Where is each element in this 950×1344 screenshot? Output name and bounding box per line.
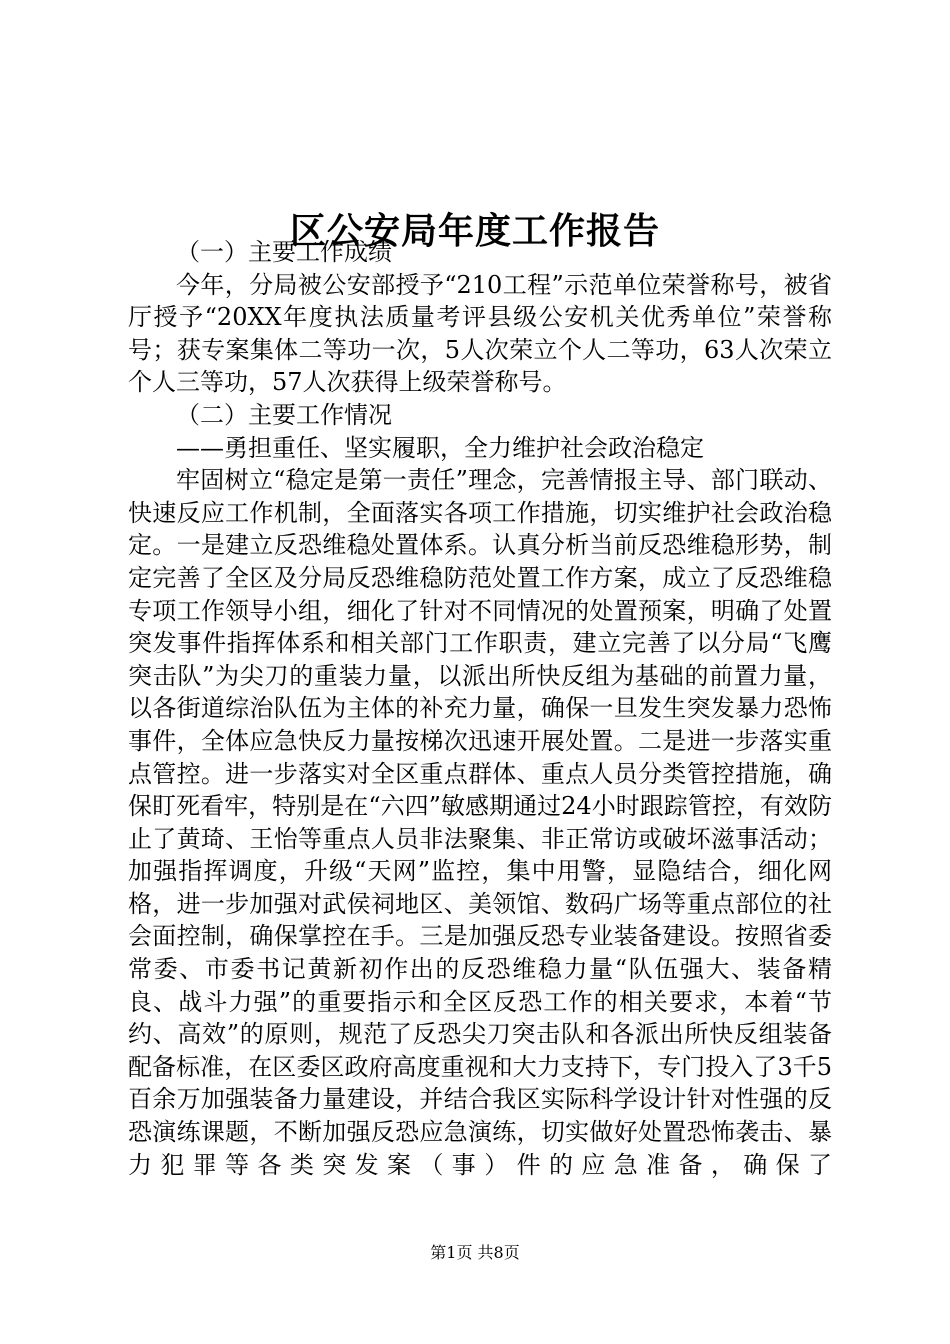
paragraph-stability: 牢固树立“稳定是第一责任”理念，完善情报主导、部门联动、快速反应工作机制，全面落实各项工作措施，切实维护社会政治稳定。一是建立反恐维稳处置体系。认真分析当前反恐维稳形势，制定完善了全区及分局反恐维稳防范处置工作方案，成立了反恐维稳专项工作领导小组，细化了针对不同情况的处置预案，明确了处置突发事件指挥体系和相关部门工作职责，建立完善了以分局“飞鹰突击队”为尖刀的重装力量，以派出所快反组为基础的前置力量，以各街道综治队伍为主体的补充力量，确保一旦发生突发暴力恐怖事件，全体应急快反力量按梯次迅速开展处置。二是进一步落实重点管控。进一步落实对全区重点群体、重点人员分类管控措施，确保盯死看牢，特别是在“六四”敏感期通过24小时跟踪管控，有效防止了黄琦、王怡等重点人员非法聚集、非正常访或破坏滋事活动；加强指挥调度，升级“天网”监控，集中用警，显隐结合，细化网格，进一步加强对武侯祠地区、美领馆、数码广场等重点部位的社会面控制，确保掌控在手。三是加强反恐专业装备建设。按照省委常委、市委书记黄新初作出的反恐维稳力量“队伍强大、装备精良、战斗力强”的重要指示和全区反恐工作的相关要求，本着“节约、高效”的原则，规范了反恐尖刀突击队和各派出所快反组装备配备标准，在区委区政府高度重视和大力支持下，专门投入了3千5百余万加强装备力量建设，并结合我区实际科学设计针对性强的反恐演练课题，不断加强反恐应急演练，切实做好处置恐怖袭击、暴力犯罪等各类突发案（事）件的应急准备，确保了 [128, 466, 832, 1179]
page-title: 区公安局年度工作报告 [289, 211, 660, 253]
document-body [128, 236, 832, 1181]
section-heading-2: （二）主要工作情况 [176, 400, 392, 429]
paragraph-achievements: 今年，分局被公安部授予“210工程”示范单位荣誉称号，被省厅授予“20XX年度执法质量考评县级公安机关优秀单位”荣誉称号；获专案集体二等功一次，5人次荣立个人二等功，63人次荣立个人三等功，57人次获得上级荣誉称号。 [128, 270, 832, 397]
subsection-heading: ——勇担重任、坚实履职，全力维护社会政治稳定 [176, 433, 704, 462]
section-heading-1: （一）主要工作成绩 [176, 238, 392, 266]
page-number-footer: 第1页 共8页 [430, 1243, 520, 1262]
